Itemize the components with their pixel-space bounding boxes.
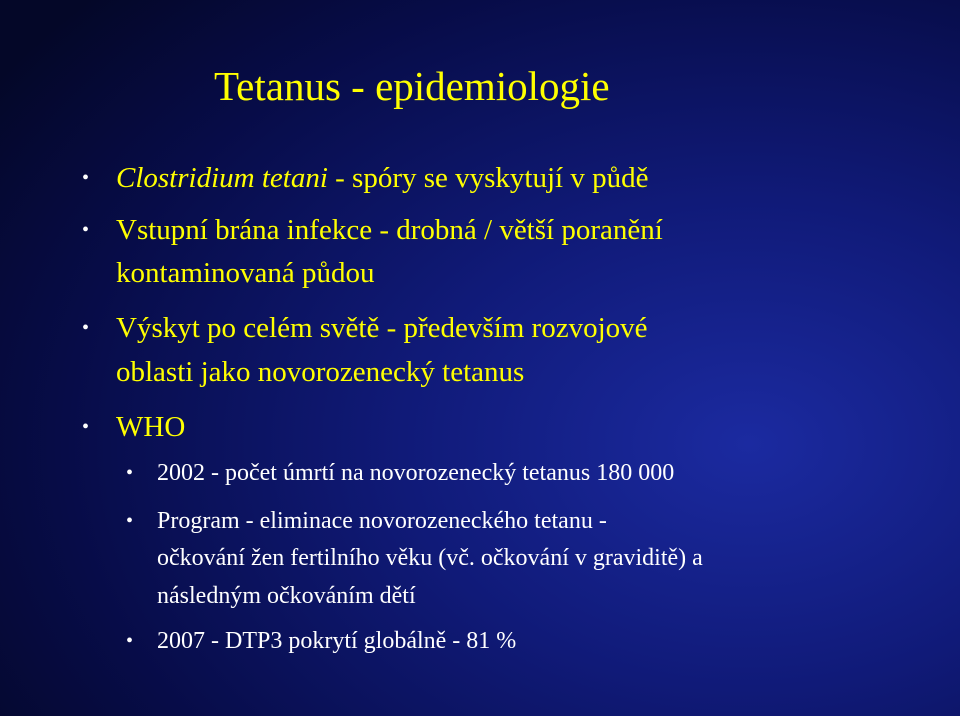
bullet-clostridium xyxy=(116,156,648,201)
bullet-italic-term: Clostridium tetani xyxy=(116,162,328,194)
sub-bullet-line: Program - eliminace novorozeneckého tetanu - xyxy=(157,508,607,534)
sub-bullet-program-continuation-1 xyxy=(157,540,703,577)
bullet-who xyxy=(116,405,185,450)
bullet-occurrence xyxy=(116,306,648,351)
sub-bullet-program-continuation-2 xyxy=(157,578,416,615)
bullet-line: Vstupní brána infekce - drobná / větší poranění xyxy=(116,214,663,246)
sub-bullet-text: 2002 - počet úmrtí na novorozenecký tetanus 180 000 xyxy=(157,460,675,486)
sub-bullet-deaths xyxy=(157,455,674,492)
bullet-entry-gate xyxy=(116,208,663,253)
bullet-line: Výskyt po celém světě - především rozvojové xyxy=(116,312,648,344)
bullet-line: oblasti jako novorozenecký tetanus xyxy=(116,356,525,388)
sub-bullet-program xyxy=(157,503,607,540)
slide-title: Tetanus - epidemiologie xyxy=(214,63,610,109)
sub-bullet-line: následným očkováním dětí xyxy=(157,583,416,609)
bullet-text: - spóry se vyskytují v půdě xyxy=(327,162,649,194)
sub-bullet-coverage xyxy=(157,623,516,660)
bullet-occurrence-continuation xyxy=(116,350,524,395)
sub-bullet-text: 2007 - DTP3 pokrytí globálně - 81 % xyxy=(157,628,517,654)
bullet-text: WHO xyxy=(116,411,186,443)
sub-bullet-line: očkování žen fertilního věku (vč. očkování v graviditě) a xyxy=(157,545,703,571)
bullet-line: kontaminovaná půdou xyxy=(116,257,375,289)
bullet-entry-gate-continuation xyxy=(116,251,375,296)
